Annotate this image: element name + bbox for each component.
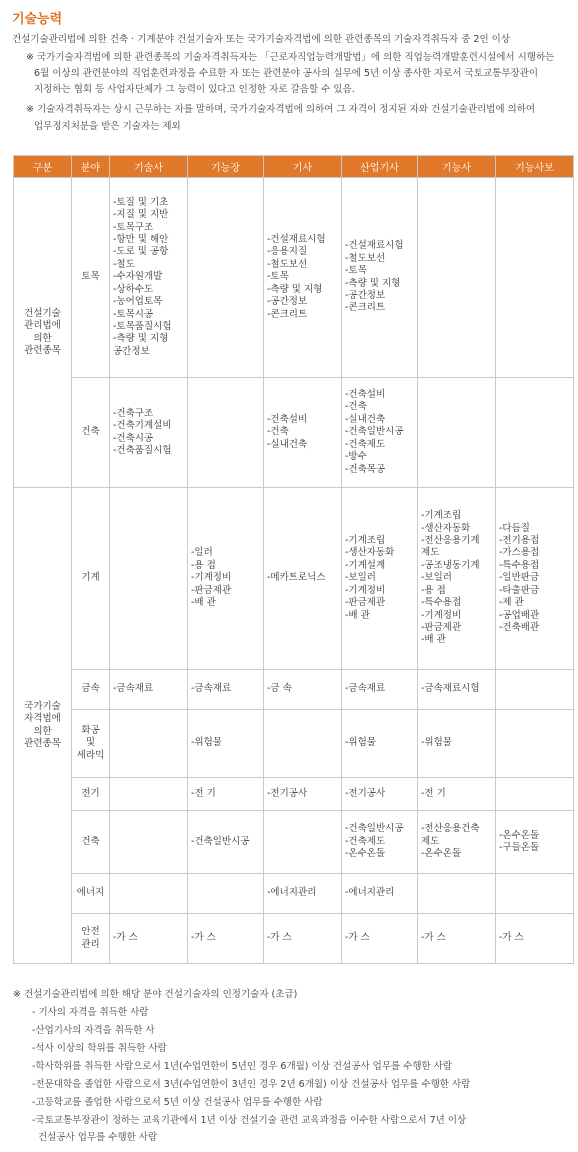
table-row [14,710,574,778]
table-cell: -전기공사 [264,778,342,811]
table-cell: -건설재료시험 -응용지질 -철도보선 -토목 -측량 및 지형 -공간정보 -콘크리트 [264,178,342,378]
table-cell: -가 스 [264,914,342,964]
footnote-item: -석사 이상의 학위를 취득한 사람 [32,1043,167,1054]
table-cell: -기계조립 -생산자동화 -기계설계 -보일러 -기계정비 -판금제관 -배 관 [342,488,418,670]
table-cell: -전산응용건축 제도 -온수온돌 [418,811,496,874]
table-cell [110,488,188,670]
table-cell: -가 스 [342,914,418,964]
field-cell: 에너지 [72,874,110,914]
footnote-item: -국토교통부장관이 정하는 교육기관에서 1년 이상 건설기술 관련 교육과정을 이수한 사람으로서 7년 이상 [32,1115,467,1126]
header-field: 분야 [72,156,110,178]
field-cell: 안전 관리 [72,914,110,964]
table-row [14,874,574,914]
table-cell [496,670,574,710]
table-cell: -금속재료 [188,670,264,710]
table-cell: -메카트로닉스 [264,488,342,670]
footnote-item: - 기사의 자격을 취득한 사람 [32,1007,149,1018]
header-category: 구분 [14,156,72,178]
note-text: 6월 이상의 관련분야의 직업훈련과정을 수료한 자 또는 관련분야 공사의 실무에 5년 이상 종사한 자로서 국토교통부장관이 [34,68,539,79]
table-cell [496,178,574,378]
field-cell: 건축 [72,378,110,488]
note-text: 업무정지처분을 받은 기술자는 제외 [34,121,181,132]
table-cell: -가 스 [496,914,574,964]
table-cell: -건축구조 -건축기계설비 -건축시공 -건축품질시험 [110,378,188,488]
table-cell [188,378,264,488]
table-cell: -건설재료시험 -철도보선 -토목 -측량 및 지형 -공간정보 -콘크리트 [342,178,418,378]
table-cell: -건축일반시공 [188,811,264,874]
table-cell [188,874,264,914]
table-cell [110,874,188,914]
qualification-table [13,155,574,964]
table-cell: -금속재료시험 [418,670,496,710]
table-cell: -가 스 [188,914,264,964]
table-cell: -전 기 [188,778,264,811]
table-cell: -전기공사 [342,778,418,811]
table-cell: -금 속 [264,670,342,710]
note-text: ※ 기술자격취득자는 상시 근무하는 자를 말하며, 국가기술자격법에 의하여 그 자격이 정지된 자와 건설기술관리법에 의하여 [26,104,536,115]
note-text: 지정하는 협회 등 사업자단체가 그 능력이 있다고 인정한 자로 갈음할 수 있음. [34,84,355,95]
header-master-craftsman: 기능장 [188,156,264,178]
field-cell: 금속 [72,670,110,710]
table-cell: -건축일반시공 -건축제도 -온수온돌 [342,811,418,874]
table-row [14,488,574,670]
table-cell: -건축설비 -건축 -실내건축 -건축일반시공 -건축제도 -방수 -건축목공 [342,378,418,488]
header-industrial-engineer: 산업기사 [342,156,418,178]
table-cell: -가 스 [418,914,496,964]
table-row [14,914,574,964]
footnote-item: 건설공사 업무를 수행한 사람 [38,1132,158,1143]
table-cell [188,178,264,378]
table-cell: -온수온돌 -구들온돌 [496,811,574,874]
footnote-item: -전문대학을 졸업한 사람으로서 3년(수업연한이 3년인 경우 2년 6개월) 이상 건설공사 업무를 수행한 사람 [32,1079,471,1090]
table-cell: -기계조립 -생산자동화 -전산응용기계 제도 -공조냉동기계 -보일러 -용 접 -특수용접 -기계정비 -판금제관 -배 관 [418,488,496,670]
table-cell [418,874,496,914]
header-assistant-craftsman: 기능사보 [496,156,574,178]
header-engineer: 기사 [264,156,342,178]
header-professional-engineer: 기술사 [110,156,188,178]
table-cell [110,710,188,778]
table-row [14,378,574,488]
table-cell: -건축설비 -건축 -실내건축 [264,378,342,488]
table-cell [110,778,188,811]
table-cell: -위험물 [418,710,496,778]
table-cell: -일러 -용 접 -기계정비 -판금제관 -배 관 [188,488,264,670]
field-cell: 건축 [72,811,110,874]
table-cell [264,811,342,874]
table-cell [264,710,342,778]
table-cell [496,710,574,778]
table-row [14,811,574,874]
note-text: ※ 국가기술자격법에 의한 관련종목의 기술자격취득자는 「근로자직업능력개발법」에 의한 직업능력개발훈련시설에서 시행하는 [26,52,555,63]
table-cell: -가 스 [110,914,188,964]
table-cell: -금속재료 [110,670,188,710]
table-cell: -토질 및 기초 -지질 및 지반 -토목구조 -항만 및 해안 -도로 및 공항 -철도 -수자원개발 -상하수도 -농어업토목 -토목시공 -토목품질시험 -측량 및 지형 공간정보 [110,178,188,378]
table-row [14,670,574,710]
intro-text: 건설기술관리법에 의한 건축 · 기계분야 건설기술자 또는 국가기술자격법에 의한 관련종목의 기술자격취득자 중 2인 이상 [12,34,510,45]
field-cell: 전기 [72,778,110,811]
table-cell [418,178,496,378]
field-cell: 토목 [72,178,110,378]
table-cell: -전 기 [418,778,496,811]
table-cell [496,874,574,914]
table-row [14,778,574,811]
footnote-item: -학사학위를 취득한 사람으로서 1년(수업연한이 5년인 경우 6개월) 이상 건설공사 업무를 수행한 사람 [32,1061,453,1072]
field-cell: 화공 및 세라믹 [72,710,110,778]
table-cell [496,378,574,488]
group-cell: 국가기술 자격법에 의한 관련종목 [14,488,72,964]
footnote-title: ※ 건설기술관리법에 의한 해당 분야 건설기술자의 인정기술자 (초급) [13,989,298,1000]
footnote-item: -고등학교를 졸업한 사람으로서 5년 이상 건설공사 업무를 수행한 사람 [32,1097,323,1108]
table-cell: -에너지관리 [342,874,418,914]
footnote-item: -산업기사의 자격을 취득한 사 [32,1025,155,1036]
table-cell: -위험물 [342,710,418,778]
table-header-row [14,156,574,178]
table-cell [418,378,496,488]
table-cell: -위험물 [188,710,264,778]
table-cell: -금속재료 [342,670,418,710]
table-cell: -다듬질 -전기용접 -가스용접 -특수용접 -일반판금 -타출판금 -제 관 -공업배관 -건축배관 [496,488,574,670]
table-cell [110,811,188,874]
page-title: 기술능력 [12,12,63,27]
table-cell [496,778,574,811]
group-cell: 건설기술 관리법에 의한 관련종목 [14,178,72,488]
header-craftsman: 기능사 [418,156,496,178]
field-cell: 기계 [72,488,110,670]
table-cell: -에너지관리 [264,874,342,914]
table-row [14,178,574,378]
